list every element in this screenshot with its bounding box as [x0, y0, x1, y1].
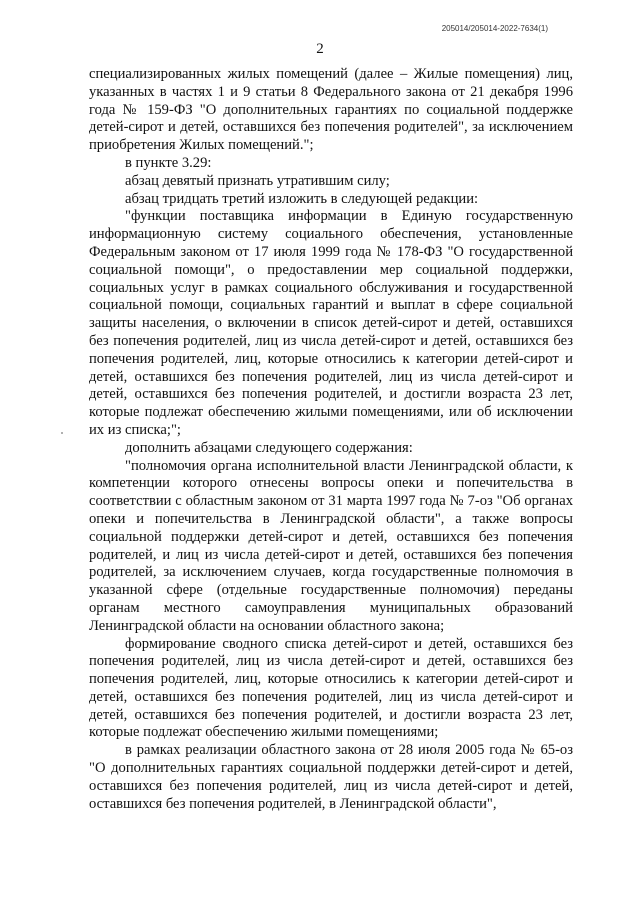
- paragraph-supplement-intro: дополнить абзацами следующего содержания:: [125, 439, 413, 456]
- paragraph-ninth-invalid: абзац девятый признать утратившим силу;: [125, 172, 390, 189]
- paragraph-continuation: специализированных жилых помещений (далее – Жилые помещения) лиц, указанных в частях 1 и 9 статьи 8 Федерального закона от 21 декабря 1996 года № 159-ФЗ "О дополнительных гарантиях по социальной поддержке детей-сирот и детей, оставшихся без попечения родителей", за исключением приобретения Жилых помещений.";: [89, 66, 573, 154]
- document-body: [89, 66, 573, 813]
- paragraph-authority-powers: "полномочия органа исполнительной власти Ленинградской области, к компетенции которого отнесены вопросы опеки и попечительства в соответствии с областным законом от 31 марта 1997 года № 7-оз "Об органах опеки и попечительства в Ленинградской области", а также вопросы социальной поддержки детей-сирот и детей, оставшихся без попечения родителей, и лиц из числа детей-сирот и детей, оставшихся без попечения родителей, за исключением случаев, когда государственные полномочия в указанной сфере (отдельные государственные полномочия) переданы органам местного самоуправления муниципальных образований Ленинградской области на основании областного закона;: [89, 457, 573, 634]
- page-number: 2: [316, 41, 324, 57]
- paragraph-regional-law: в рамках реализации областного закона от 28 июля 2005 года № 65-оз "О дополнительных гарантиях социальной поддержки детей-сирот и детей, оставшихся без попечения родителей, лиц из числа детей-сирот и детей, оставшихся без попечения родителей, в Ленинградской области",: [89, 742, 573, 812]
- paragraph-thirty-third-intro: абзац тридцать третий изложить в следующей редакции:: [125, 190, 479, 207]
- paragraph-consolidated-list: формирование сводного списка детей-сирот и детей, оставшихся без попечения родителей, лиц из числа детей-сирот и детей, оставшихся без попечения родителей, лиц, которые относились к категории детей-сирот и детей, оставшихся без попечения родителей, лиц из числа детей-сирот и детей, оставшихся без попечения родителей, и достигли возраста 23 лет, которые подлежат обеспечению жилыми помещениями;: [89, 635, 573, 741]
- document-id: 205014/205014-2022-7634(1): [441, 24, 548, 33]
- paragraph-clause-3-29: в пункте 3.29:: [125, 154, 212, 171]
- margin-dot: [61, 432, 63, 434]
- paragraph-information-supplier: "функции поставщика информации в Единую государственную информационную систему социального обеспечения, установленные Федеральным законом от 17 июля 1999 года № 178-ФЗ "О государственной социальной помощи", о предоставлении мер социальной поддержки, социальных услуг в рамках социального обслуживания и государственной социальной помощи, социальных гарантий и выплат в сфере социальной защиты населения, о включении в список детей-сирот и детей, оставшихся без попечения родителей, лиц из числа детей-сирот и детей, оставшихся без попечения родителей, лиц, которые относились к категории детей-сирот и детей, оставшихся без попечения родителей, лиц из числа детей-сирот и детей, оставшихся без попечения родителей, и достигли возраста 23 лет, которые подлежат обеспечению жилыми помещениями, или об исключении их из списка;";: [89, 208, 573, 438]
